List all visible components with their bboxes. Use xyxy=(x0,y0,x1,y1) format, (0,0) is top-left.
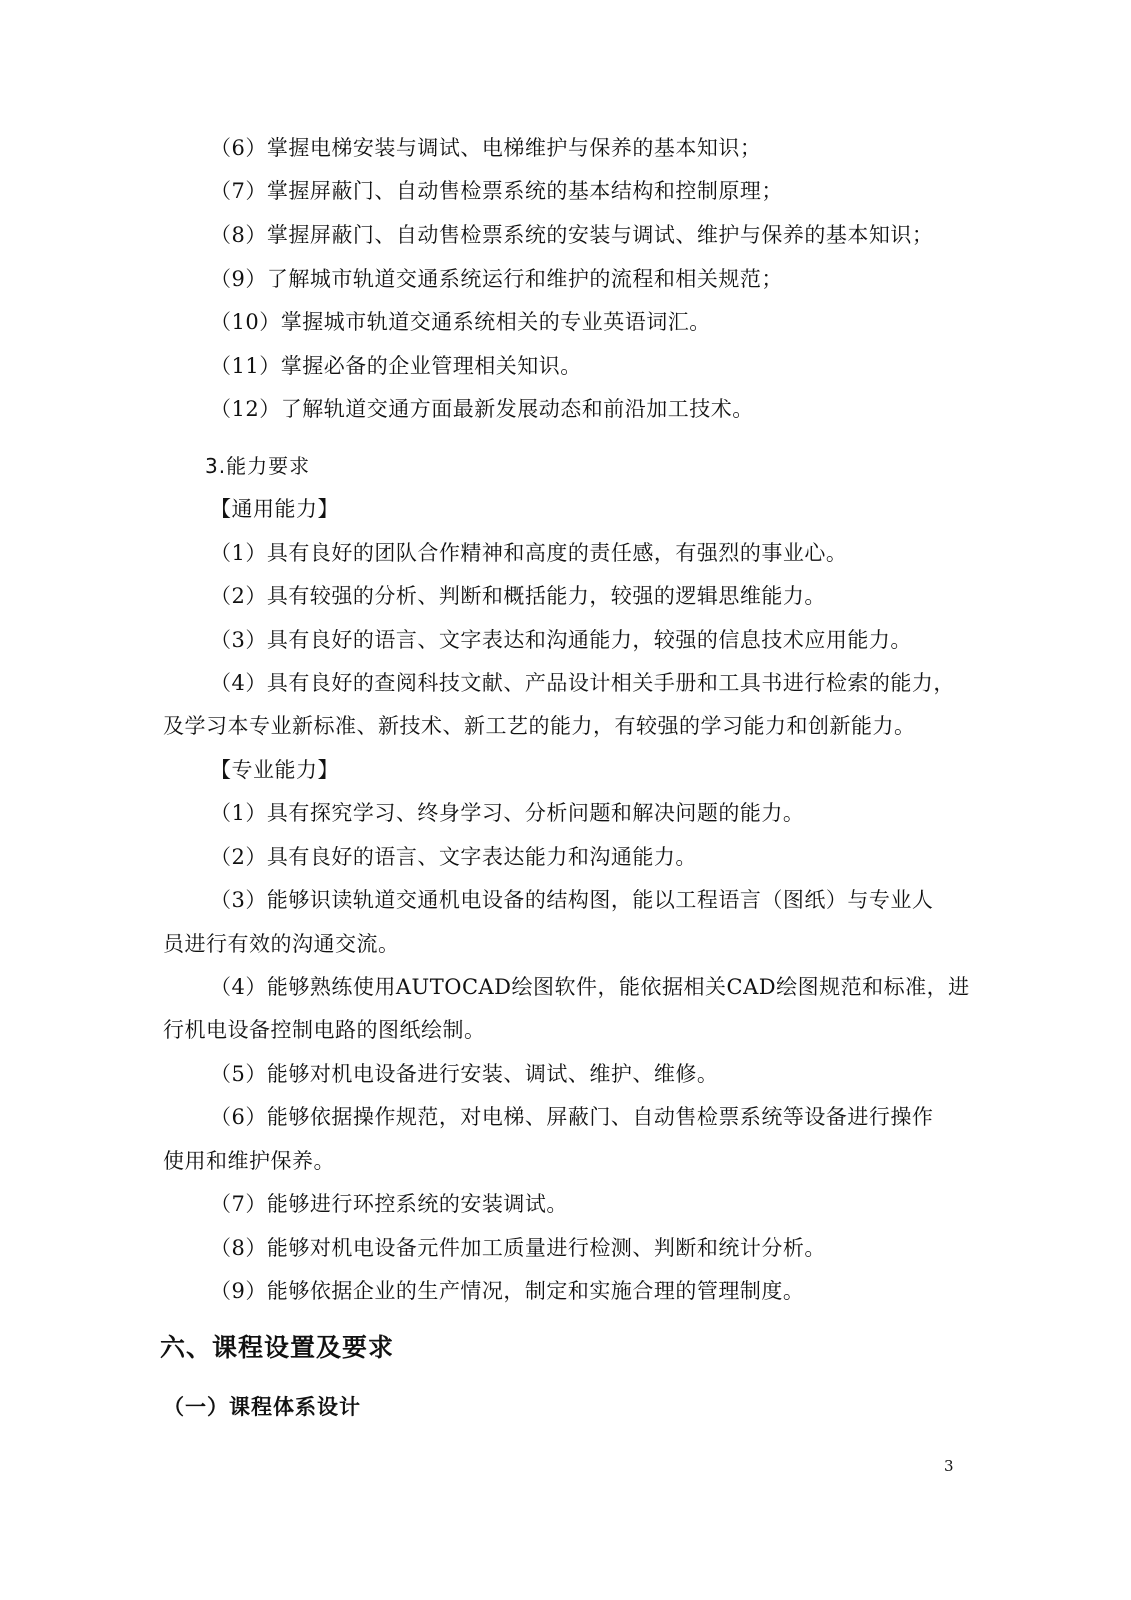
general-ability-heading: 【通用能力】 xyxy=(210,497,339,521)
professional-item-7: （7）能够进行环控系统的安装调试。 xyxy=(210,1192,568,1216)
knowledge-item-10: （10）掌握城市轨道交通系统相关的专业英语词汇。 xyxy=(210,310,711,334)
professional-item-2: （2）具有良好的语言、文字表达能力和沟通能力。 xyxy=(210,845,697,869)
knowledge-item-6: （6）掌握电梯安装与调试、电梯维护与保养的基本知识； xyxy=(210,136,762,160)
general-item-4: （4）具有良好的查阅科技文献、产品设计相关手册和工具书进行检索的能力， xyxy=(210,671,955,695)
section-title: 六、课程设置及要求 xyxy=(160,1333,395,1362)
professional-item-3-continued: 员进行有效的沟通交流。 xyxy=(163,932,400,956)
professional-item-6-continued: 使用和维护保养。 xyxy=(163,1149,335,1173)
professional-item-4: （4）能够熟练使用AUTOCAD绘图软件，能依据相关CAD绘图规范和标准，进 xyxy=(210,975,970,999)
knowledge-item-8: （8）掌握屏蔽门、自动售检票系统的安装与调试、维护与保养的基本知识； xyxy=(210,223,934,247)
knowledge-item-11: （11）掌握必备的企业管理相关知识。 xyxy=(210,354,582,378)
subsection-title: （一）课程体系设计 xyxy=(163,1395,361,1419)
general-item-2: （2）具有较强的分析、判断和概括能力，较强的逻辑思维能力。 xyxy=(210,584,826,608)
professional-item-6: （6）能够依据操作规范，对电梯、屏蔽门、自动售检票系统等设备进行操作 xyxy=(210,1105,934,1129)
ability-heading: 3.能力要求 xyxy=(205,454,311,478)
professional-item-8: （8）能够对机电设备元件加工质量进行检测、判断和统计分析。 xyxy=(210,1236,826,1260)
knowledge-item-7: （7）掌握屏蔽门、自动售检票系统的基本结构和控制原理； xyxy=(210,179,783,203)
professional-item-9: （9）能够依据企业的生产情况，制定和实施合理的管理制度。 xyxy=(210,1279,805,1303)
general-item-3: （3）具有良好的语言、文字表达和沟通能力，较强的信息技术应用能力。 xyxy=(210,628,912,652)
professional-item-3: （3）能够识读轨道交通机电设备的结构图，能以工程语言（图纸）与专业人 xyxy=(210,888,934,912)
general-item-4-continued: 及学习本专业新标准、新技术、新工艺的能力，有较强的学习能力和创新能力。 xyxy=(163,714,916,738)
knowledge-item-12: （12）了解轨道交通方面最新发展动态和前沿加工技术。 xyxy=(210,397,754,421)
general-item-1: （1）具有良好的团队合作精神和高度的责任感，有强烈的事业心。 xyxy=(210,541,848,565)
professional-item-5: （5）能够对机电设备进行安装、调试、维护、维修。 xyxy=(210,1062,719,1086)
knowledge-item-9: （9）了解城市轨道交通系统运行和维护的流程和相关规范； xyxy=(210,267,783,291)
professional-ability-heading: 【专业能力】 xyxy=(210,758,339,782)
professional-item-4-continued: 行机电设备控制电路的图纸绘制。 xyxy=(163,1018,486,1042)
page-number: 3 xyxy=(944,1457,954,1475)
professional-item-1: （1）具有探究学习、终身学习、分析问题和解决问题的能力。 xyxy=(210,801,805,825)
